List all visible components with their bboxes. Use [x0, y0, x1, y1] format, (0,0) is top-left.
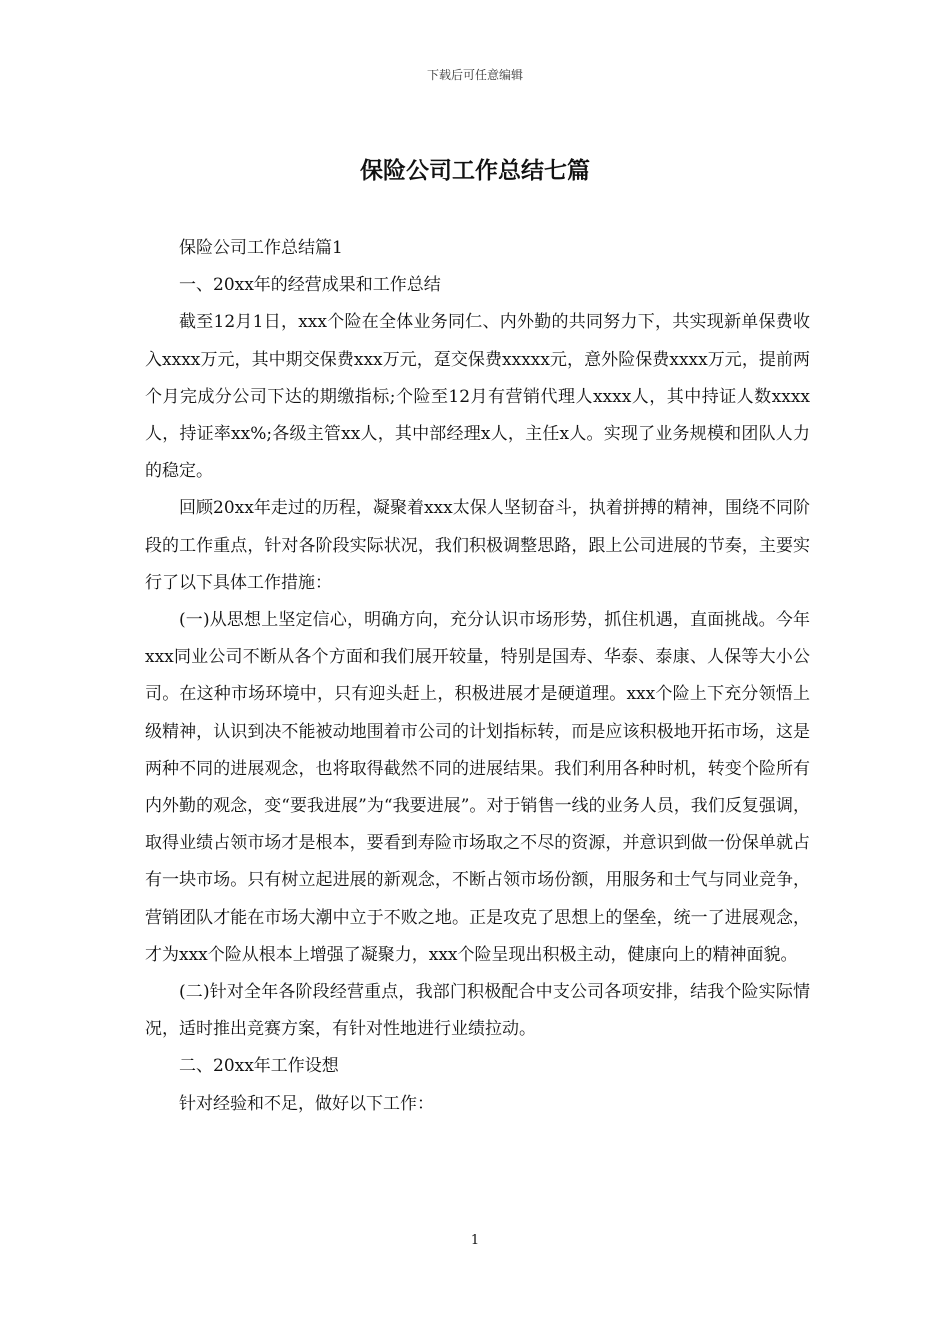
page-number: 1: [470, 1233, 480, 1248]
section-heading-part-1: 保险公司工作总结篇1: [179, 238, 343, 258]
paragraph-work-plan-intro: 针对经验和不足，做好以下工作：: [179, 1093, 434, 1114]
section-heading-work-plan: 二、20xx年工作设想: [179, 1056, 339, 1077]
paragraph-measure-1: (一)从思想上坚定信心，明确方向，充分认识市场形势，抓住机遇，直面挑战。今年xxx同业公司不断从各个方面和我们展开较量，特别是国寿、华泰、泰康、人保等大小公司。在这种市场环境中，只有迎头赶上，积极进展才是硬道理。xxx个险上下充分领悟上级精神，认识到决不能被动地围着市公司的计划指标转，而是应该积极地开拓市场，这是两种不同的进展观念，也将取得截然不同的进展结果。我们利用各种时机，转变个险所有内外勤的观念，变“要我进展”为“我要进展”。对于销售一线的业务人员，我们反复强调，取得业绩占领市场才是根本，要看到寿险市场取之不尽的资源，并意识到做一份保单就占有一块市场。只有树立起进展的新观念，不断占领市场份额，用服务和士气与同业竞争，营销团队才能在市场大潮中立于不败之地。正是攻克了思想上的堡垒，统一了进展观念，才为xxx个险从根本上增强了凝聚力，xxx个险呈现出积极主动，健康向上的精神面貌。: [145, 610, 810, 965]
paragraph-review: 回顾20xx年走过的历程，凝聚着xxx太保人坚韧奋斗，执着拼搏的精神，围绕不同阶段的工作重点，针对各阶段实际状况，我们积极调整思路，跟上公司进展的节奏，主要实行了以下具体工作措施：: [145, 498, 810, 593]
paragraph-results: 截至12月1日，xxx个险在全体业务同仁、内外勤的共同努力下，共实现新单保费收入xxxx万元，其中期交保费xxx万元，趸交保费xxxxx元，意外险保费xxxx万元，提前两个月完成分公司下达的期缴指标;个险至12月有营销代理人xxxx人，其中持证人数xxxx人，持证率xx%;各级主管xx人，其中部经理x人，主任x人。实现了业务规模和团队人力的稳定。: [145, 312, 810, 482]
paragraph-measure-2: (二)针对全年各阶段经营重点，我部门积极配合中支公司各项安排，结我个险实际情况，适时推出竞赛方案，有针对性地进行业绩拉动。: [145, 982, 810, 1040]
document-title: 保险公司工作总结七篇: [360, 157, 590, 184]
header-note: 下载后可任意编辑: [426, 68, 523, 82]
section-heading-results-summary: 一、20xx年的经营成果和工作总结: [179, 275, 441, 296]
document-body: [145, 230, 810, 1123]
